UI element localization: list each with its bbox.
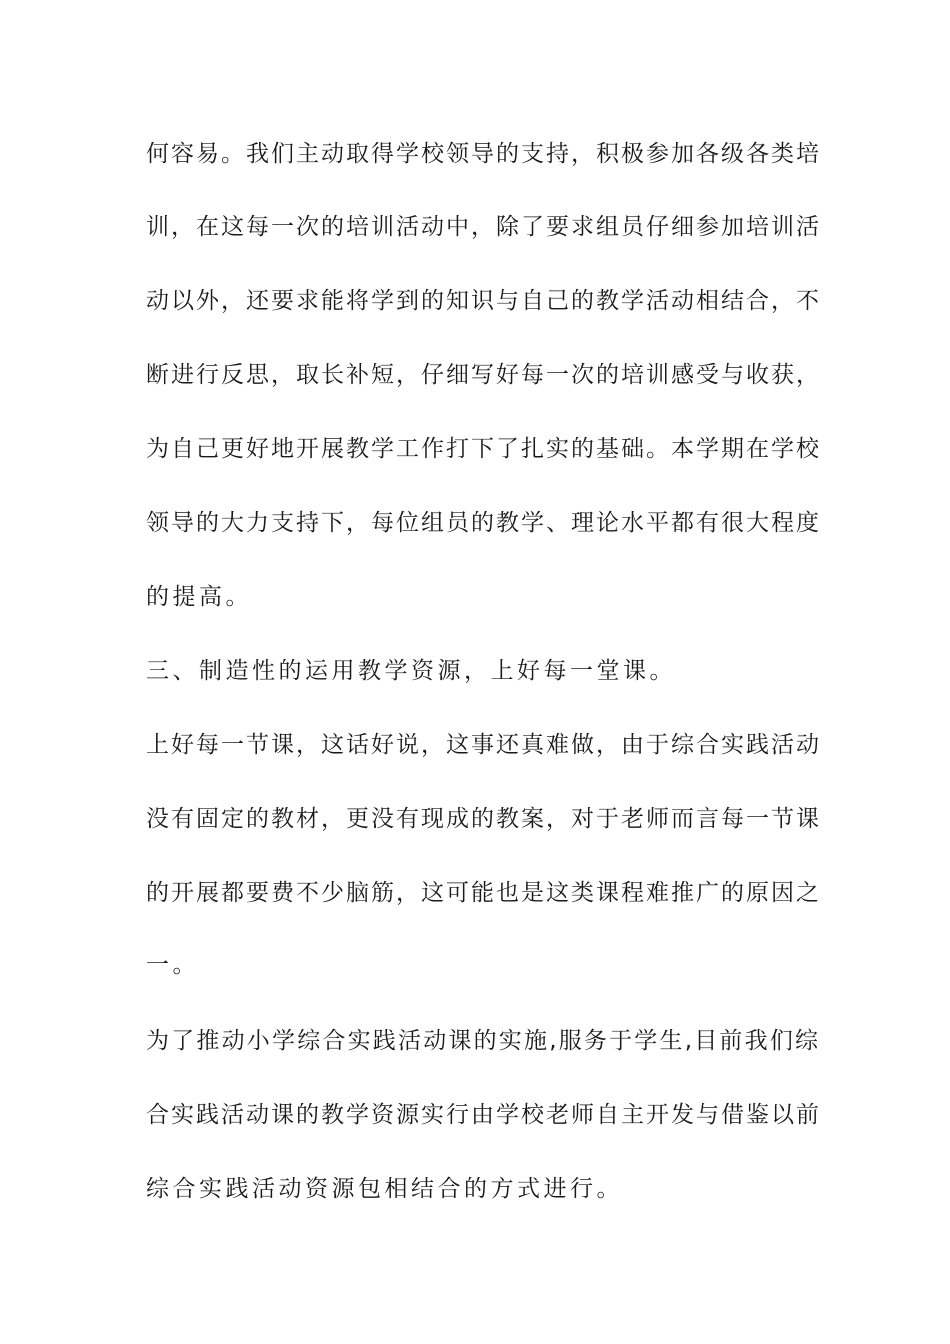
paragraph-line: 领导的大力支持下，每位组员的教学、理论水平都有很大程度 bbox=[146, 510, 821, 536]
paragraph-line: 综合实践活动资源包相结合的方式进行。 bbox=[146, 1176, 623, 1202]
section-heading: 三、制造性的运用教学资源，上好每一堂课。 bbox=[146, 658, 676, 684]
paragraph-line: 的提高。 bbox=[146, 584, 252, 610]
paragraph-line: 断进行反思，取长补短，仔细写好每一次的培训感受与收获， bbox=[146, 362, 821, 388]
paragraph-line: 训，在这每一次的培训活动中，除了要求组员仔细参加培训活 bbox=[146, 214, 821, 240]
paragraph-line: 为自己更好地开展教学工作打下了扎实的基础。本学期在学校 bbox=[146, 436, 821, 462]
paragraph-line: 合实践活动课的教学资源实行由学校老师自主开发与借鉴以前 bbox=[146, 1102, 821, 1128]
paragraph-line: 动以外，还要求能将学到的知识与自己的教学活动相结合，不 bbox=[146, 288, 821, 314]
paragraph-line: 一。 bbox=[146, 952, 199, 978]
paragraph-line: 为了推动小学综合实践活动课的实施,服务于学生,目前我们综 bbox=[146, 1028, 821, 1054]
paragraph-line: 上好每一节课，这话好说，这事还真难做，由于综合实践活动 bbox=[146, 732, 821, 758]
paragraph-line: 没有固定的教材，更没有现成的教案，对于老师而言每一节课 bbox=[146, 806, 821, 832]
paragraph-line: 何容易。我们主动取得学校领导的支持，积极参加各级各类培 bbox=[146, 141, 821, 167]
paragraph-line: 的开展都要费不少脑筋，这可能也是这类课程难推广的原因之 bbox=[146, 880, 821, 906]
